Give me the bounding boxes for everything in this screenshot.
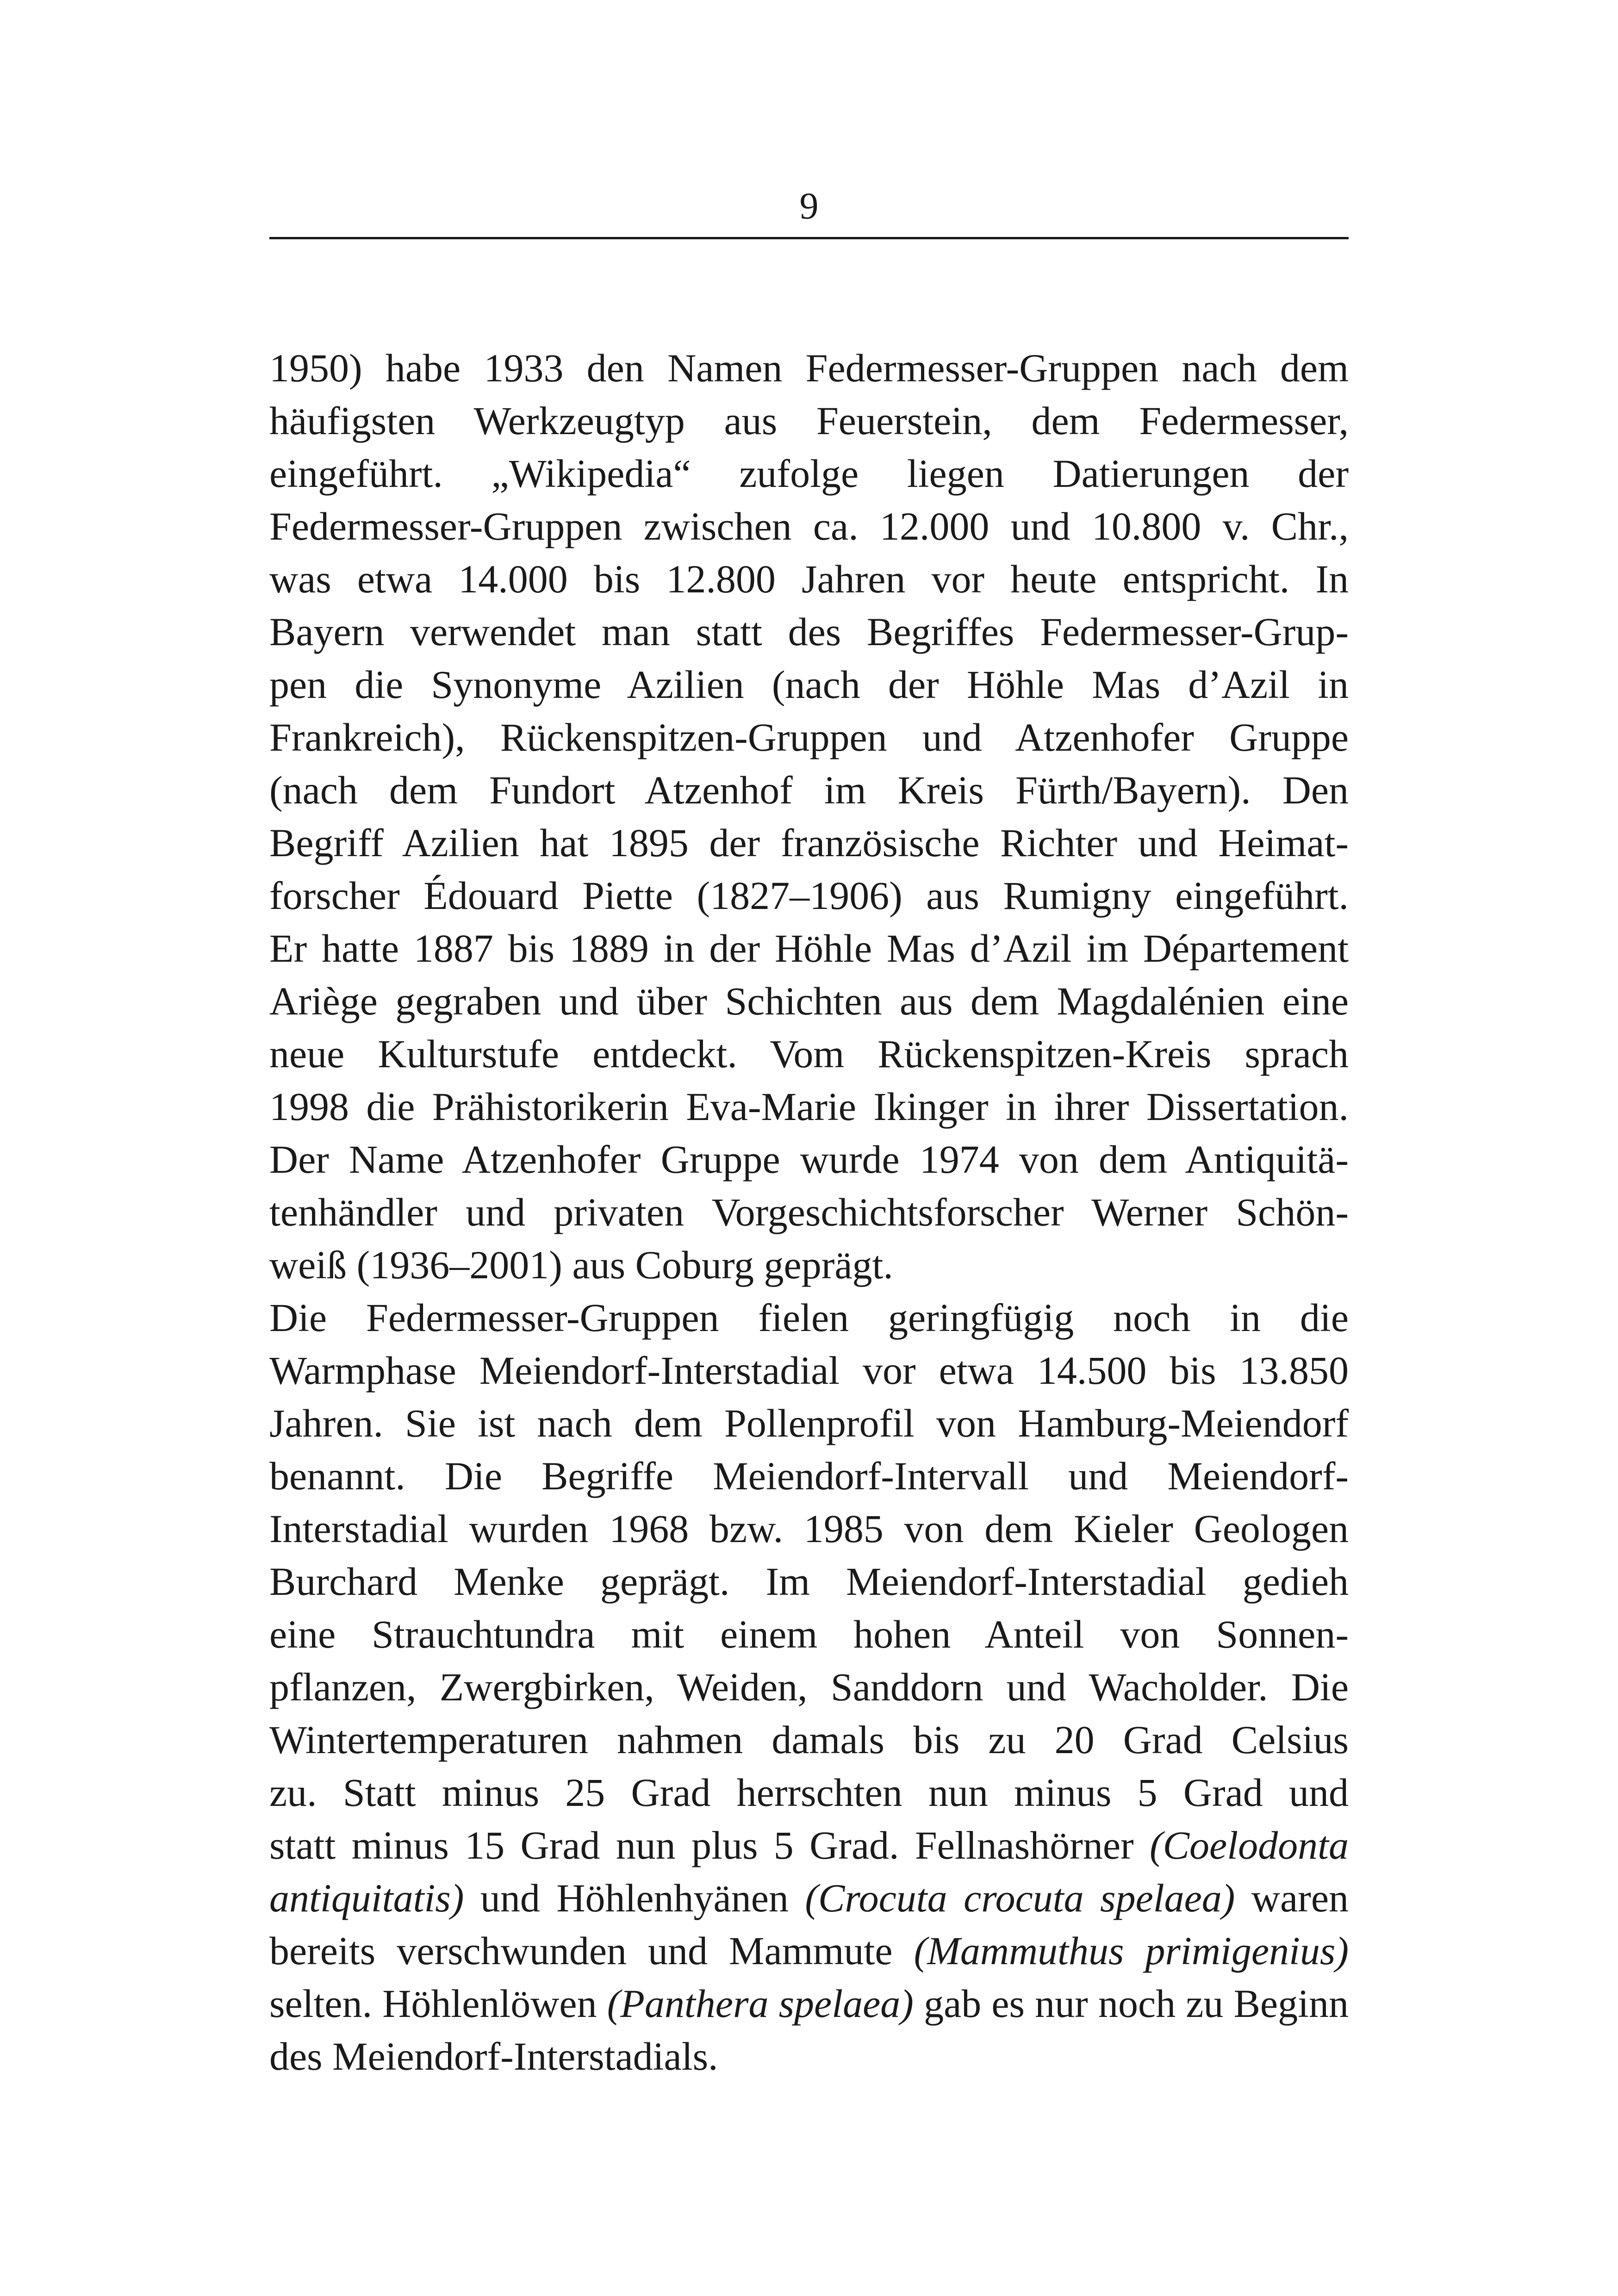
text-line <box>269 447 1349 500</box>
text-line <box>269 1397 1349 1450</box>
text-line <box>269 1291 1349 1344</box>
text-line <box>269 711 1349 764</box>
text-segment: Die Federmesser-Gruppen fielen geringfügig noch in die <box>269 1295 1349 1340</box>
text-line <box>269 816 1349 869</box>
text-segment: Wintertemperaturen nahmen damals bis zu 20 Grad Celsius <box>269 1717 1349 1762</box>
text-segment: Frankreich), Rückenspitzen-Gruppen und Atzenhofer Gruppe <box>269 715 1349 759</box>
text-segment: selten. Höhlenlöwen <box>269 1981 607 2026</box>
text-segment: neue Kulturstufe entdeckt. Vom Rückenspitzen-Kreis sprach <box>269 1032 1349 1076</box>
text-line <box>269 1080 1349 1133</box>
text-line <box>269 1238 1349 1291</box>
text-line <box>269 1819 1349 1872</box>
text-segment: häufigsten Werkzeugtyp aus Feuerstein, dem Federmesser, <box>269 398 1349 443</box>
text-line <box>269 2030 1349 2083</box>
text-line <box>269 1186 1349 1238</box>
text-line <box>269 764 1349 816</box>
text-segment: eingeführt. „Wikipedia“ zufolge liegen Datierungen der <box>269 451 1349 496</box>
text-line <box>269 1608 1349 1661</box>
text-segment: tenhändler und privaten Vorgeschichtsforscher Werner Schön- <box>269 1190 1349 1234</box>
text-segment: Ariège gegraben und über Schichten aus dem Magdalénien eine <box>269 979 1349 1023</box>
text-line <box>269 1027 1349 1080</box>
text-line <box>269 1661 1349 1713</box>
text-line <box>269 1502 1349 1555</box>
text-segment: Bayern verwendet man statt des Begriffes Federmesser-Grup- <box>269 610 1349 654</box>
text-segment: was etwa 14.000 bis 12.800 Jahren vor heute entspricht. In <box>269 557 1349 601</box>
text-segment: und Höhlenhyänen <box>464 1876 805 1920</box>
text-line <box>269 869 1349 922</box>
text-segment: gab es nur noch zu Beginn <box>913 1981 1349 2026</box>
text-segment: (nach dem Fundort Atzenhof im Kreis Fürth/Bayern). Den <box>269 768 1349 812</box>
text-segment: forscher Édouard Piette (1827–1906) aus Rumigny eingeführt. <box>269 873 1349 918</box>
text-segment: Warmphase Meiendorf-Interstadial vor etwa 14.500 bis 13.850 <box>269 1348 1349 1393</box>
text-segment: 1950) habe 1933 den Namen Federmesser-Gruppen nach dem <box>269 346 1349 390</box>
italic-species-name: (Coelodonta <box>1150 1823 1349 1867</box>
text-line <box>269 1872 1349 1924</box>
italic-species-name: (Panthera spelaea) <box>607 1981 914 2026</box>
text-segment: waren <box>1235 1876 1349 1920</box>
paragraph <box>269 342 1349 1291</box>
italic-species-name: antiquitatis) <box>269 1876 464 1920</box>
text-line <box>269 342 1349 394</box>
text-segment: benannt. Die Begriffe Meiendorf-Intervall und Meiendorf- <box>269 1454 1349 1498</box>
text-segment: Burchard Menke geprägt. Im Meiendorf-Interstadial gedieh <box>269 1559 1349 1604</box>
text-line <box>269 922 1349 975</box>
text-line <box>269 975 1349 1027</box>
text-line <box>269 1555 1349 1608</box>
text-line <box>269 394 1349 447</box>
header-rule <box>269 237 1349 239</box>
text-segment: weiß (1936–2001) aus Coburg geprägt. <box>269 1243 893 1287</box>
text-line <box>269 658 1349 711</box>
text-segment: eine Strauchtundra mit einem hohen Anteil von Sonnen- <box>269 1612 1349 1656</box>
page-number: 9 <box>799 185 819 227</box>
text-line <box>269 605 1349 658</box>
text-line <box>269 1977 1349 2030</box>
text-line <box>269 1766 1349 1819</box>
text-segment: Er hatte 1887 bis 1889 in der Höhle Mas d’Azil im Département <box>269 926 1349 971</box>
text-segment: statt minus 15 Grad nun plus 5 Grad. Fellnashörner <box>269 1823 1150 1867</box>
text-line <box>269 1450 1349 1502</box>
text-line <box>269 1713 1349 1766</box>
text-segment: Begriff Azilien hat 1895 der französische Richter und Heimat- <box>269 821 1349 865</box>
text-segment: des Meiendorf-Interstadials. <box>269 2034 718 2078</box>
text-segment: zu. Statt minus 25 Grad herrschten nun minus 5 Grad und <box>269 1770 1349 1815</box>
text-segment: Interstadial wurden 1968 bzw. 1985 von dem Kieler Geologen <box>269 1506 1349 1551</box>
text-line <box>269 1924 1349 1977</box>
italic-species-name: (Crocuta crocuta spelaea) <box>805 1876 1235 1920</box>
text-line <box>269 500 1349 553</box>
text-segment: Der Name Atzenhofer Gruppe wurde 1974 von dem Antiquitä- <box>269 1137 1349 1182</box>
paragraph <box>269 1291 1349 2083</box>
text-segment: pflanzen, Zwergbirken, Weiden, Sanddorn und Wacholder. Die <box>269 1665 1349 1709</box>
text-segment: Jahren. Sie ist nach dem Pollenprofil von Hamburg-Meiendorf <box>269 1401 1349 1445</box>
body-text <box>269 342 1349 2083</box>
italic-species-name: (Mammuthus primigenius) <box>914 1929 1349 1973</box>
text-segment: bereits verschwunden und Mammute <box>269 1929 914 1973</box>
text-line <box>269 1133 1349 1186</box>
text-segment: 1998 die Prähistorikerin Eva-Marie Ikinger in ihrer Dissertation. <box>269 1084 1349 1129</box>
text-segment: Federmesser-Gruppen zwischen ca. 12.000 und 10.800 v. Chr., <box>269 504 1349 548</box>
text-line <box>269 553 1349 605</box>
text-line <box>269 1344 1349 1397</box>
text-segment: pen die Synonyme Azilien (nach der Höhle Mas d’Azil in <box>269 662 1349 707</box>
